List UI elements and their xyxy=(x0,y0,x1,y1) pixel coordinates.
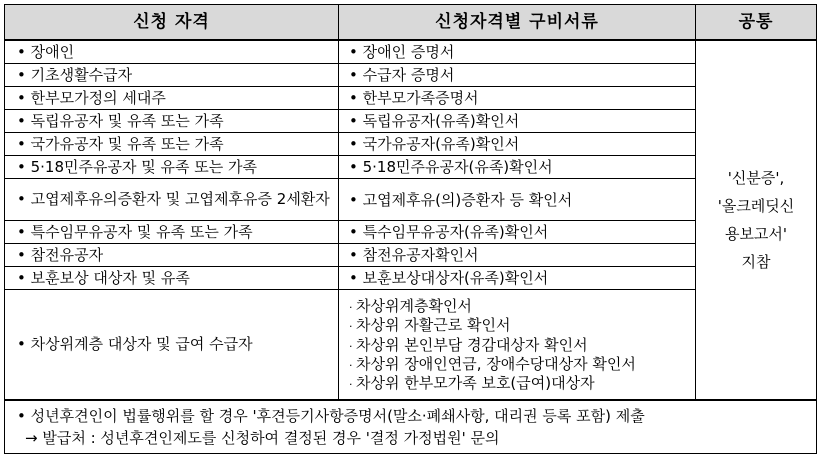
list-item: . 차상위계층확인서 xyxy=(349,296,689,315)
requirements-table-wrapper xyxy=(4,4,816,454)
table-row xyxy=(5,290,817,400)
document-cell: • 독립유공자(유족)확인서 xyxy=(339,110,696,133)
list-item: . 차상위 자활근로 확인서 xyxy=(349,315,689,334)
table-row xyxy=(5,221,817,244)
header-documents: 신청자격별 구비서류 xyxy=(339,5,696,41)
common-requirement-cell: '신분증', '올크레딧신 용보고서' 지참 xyxy=(696,40,817,400)
document-cell: • 고엽제후유(의)증환자 등 확인서 xyxy=(339,179,696,221)
document-cell: • 한부모가족증명서 xyxy=(339,87,696,110)
document-cell: • 장애인 증명서 xyxy=(339,40,696,64)
qualification-cell: • 기초생활수급자 xyxy=(5,64,339,87)
qualification-cell: • 차상위계층 대상자 및 급여 수급자 xyxy=(5,290,339,400)
table-row xyxy=(5,133,817,156)
qualification-cell: • 한부모가정의 세대주 xyxy=(5,87,339,110)
list-item: . 차상위 장애인연금, 장애수당대상자 확인서 xyxy=(349,354,689,373)
table-row xyxy=(5,110,817,133)
qualification-cell: • 보훈보상 대상자 및 유족 xyxy=(5,267,339,290)
table-row xyxy=(5,156,817,179)
requirements-table xyxy=(4,4,817,454)
document-cell: • 국가유공자(유족)확인서 xyxy=(339,133,696,156)
qualification-cell: • 특수임무유공자 및 유족 또는 가족 xyxy=(5,221,339,244)
header-row xyxy=(5,5,817,41)
list-item: . 차상위 본인부담 경감대상자 확인서 xyxy=(349,335,689,354)
table-row xyxy=(5,179,817,221)
note-cell xyxy=(5,400,817,454)
qualification-cell: • 독립유공자 및 유족 또는 가족 xyxy=(5,110,339,133)
qualification-cell: • 참전유공자 xyxy=(5,244,339,267)
document-cell: • 특수임무유공자(유족)확인서 xyxy=(339,221,696,244)
table-row xyxy=(5,244,817,267)
note-row xyxy=(5,400,817,454)
header-qualification: 신청 자격 xyxy=(5,5,339,41)
document-cell: • 5·18민주유공자(유족)확인서 xyxy=(339,156,696,179)
table-row xyxy=(5,40,817,64)
qualification-cell: • 5·18민주유공자 및 유족 또는 가족 xyxy=(5,156,339,179)
list-item: . 차상위 한부모가족 보호(급여)대상자 xyxy=(349,373,689,392)
table-row xyxy=(5,267,817,290)
qualification-cell: • 장애인 xyxy=(5,40,339,64)
note-line: → 발급처 : 성년후견인제도를 신청하여 결정된 경우 '결정 가정법원' 문의 xyxy=(25,428,500,447)
header-common: 공통 xyxy=(696,5,817,41)
document-cell: • 보훈보상대상자(유족)확인서 xyxy=(339,267,696,290)
note-line: • 성년후견인이 법률행위를 할 경우 '후견등기사항증명서(말소·폐쇄사항, 대리권 등록 포함) 제출 xyxy=(17,406,645,425)
document-cell: • 참전유공자확인서 xyxy=(339,244,696,267)
document-list-cell xyxy=(339,290,696,400)
document-cell: • 수급자 증명서 xyxy=(339,64,696,87)
table-row xyxy=(5,64,817,87)
table-row xyxy=(5,87,817,110)
qualification-cell: • 국가유공자 및 유족 또는 가족 xyxy=(5,133,339,156)
qualification-cell: • 고엽제후유의증환자 및 고엽제후유증 2세환자 xyxy=(5,179,339,221)
